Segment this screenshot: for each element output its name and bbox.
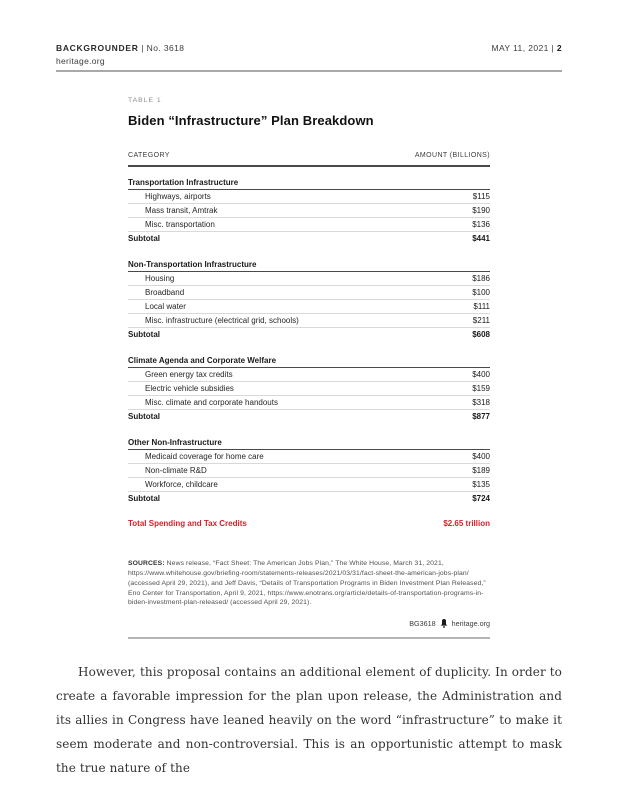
row-amount: $190 <box>472 206 490 215</box>
body-paragraph: However, this proposal contains an additional element of duplicity. In order to create a favorable impression for the plan upon release, the Administration and its allies in Congress have leaned heavily on the word “infrastructure” to make it seem moderate and non-controversial. This is an opportunistic attempt to mask the true nature of the <box>56 665 562 775</box>
table-block <box>128 97 490 639</box>
table-row <box>128 190 490 204</box>
credit-id: BG3618 <box>409 619 436 629</box>
table-row <box>128 464 490 478</box>
row-category: Misc. infrastructure (electrical grid, schools) <box>145 316 299 325</box>
row-amount: $211 <box>472 316 490 325</box>
row-amount: $400 <box>472 452 490 461</box>
table-row <box>128 204 490 218</box>
heritage-bell-icon <box>440 619 448 628</box>
row-amount: $136 <box>472 220 490 229</box>
row-category: Misc. climate and corporate handouts <box>145 398 278 407</box>
subtotal-row <box>128 328 490 341</box>
page-header <box>56 43 562 66</box>
row-amount: $111 <box>473 302 490 311</box>
total-label: Total Spending and Tax Credits <box>128 519 247 528</box>
section-name: Other Non-Infrastructure <box>128 438 222 447</box>
credit-line <box>128 619 490 628</box>
subtotal-label: Subtotal <box>128 234 160 243</box>
row-category: Misc. transportation <box>145 220 215 229</box>
header-left <box>56 43 184 66</box>
table-row <box>128 218 490 232</box>
row-amount: $115 <box>472 192 490 201</box>
sources-text: News release, “Fact Sheet: The American Jobs Plan,” The White House, March 31, 2021, https://www.whitehouse.gov/briefing-room/statements-releases/2021/03/31/fact-sheet-the-american-jobs-plan/ (accessed April 29, 2021), and Jeff Davis, “Details of Transportation Programs in Biden Investment Plan Released,” Eno Center for Transportation, April 9, 2021, https://www.enotrans.org/article/details-of-transportation-programs-in-biden-investment-plan-released/ (accessed April 29, 2021). <box>128 560 486 607</box>
column-header-category: CATEGORY <box>128 152 170 159</box>
subtotal-amount: $441 <box>472 234 490 243</box>
table-section <box>128 258 490 341</box>
subtotal-row <box>128 492 490 505</box>
section-name: Climate Agenda and Corporate Welfare <box>128 356 277 365</box>
section-name: Transportation Infrastructure <box>128 178 239 187</box>
row-amount: $189 <box>472 466 490 475</box>
row-category: Workforce, childcare <box>145 480 218 489</box>
row-category: Housing <box>145 274 175 283</box>
row-amount: $400 <box>472 370 490 379</box>
credit-site: heritage.org <box>451 619 490 629</box>
table-section <box>128 176 490 245</box>
table-row <box>128 450 490 464</box>
row-amount: $318 <box>472 398 490 407</box>
row-category: Non-climate R&D <box>145 466 207 475</box>
header-divider <box>56 70 562 72</box>
issue-number: | No. 3618 <box>138 43 185 53</box>
sources-label: SOURCES: <box>128 560 165 567</box>
table-row <box>128 272 490 286</box>
section-header-row <box>128 436 490 450</box>
table-row <box>128 368 490 382</box>
row-category: Broadband <box>145 288 185 297</box>
publication-date: MAY 11, 2021 | <box>491 43 557 53</box>
subtotal-amount: $608 <box>472 330 490 339</box>
publication-line <box>56 43 184 53</box>
table-total-row <box>128 519 490 528</box>
section-header-row <box>128 258 490 272</box>
section-name: Non-Transportation Infrastructure <box>128 260 257 269</box>
table-row <box>128 478 490 492</box>
table-label: TABLE 1 <box>128 97 162 104</box>
row-amount: $135 <box>472 480 490 489</box>
section-header-row <box>128 354 490 368</box>
total-value: $2.65 trillion <box>443 519 490 528</box>
table-section <box>128 436 490 505</box>
subtotal-amount: $877 <box>472 412 490 421</box>
row-amount: $100 <box>472 288 490 297</box>
page-number: 2 <box>556 43 562 53</box>
row-amount: $159 <box>472 384 490 393</box>
row-category: Green energy tax credits <box>145 370 233 379</box>
row-category: Medicaid coverage for home care <box>145 452 264 461</box>
table-row <box>128 300 490 314</box>
table-row <box>128 382 490 396</box>
row-category: Highways, airports <box>145 192 211 201</box>
sources-note <box>128 559 490 608</box>
publisher-url: heritage.org <box>56 56 105 66</box>
subtotal-label: Subtotal <box>128 412 160 421</box>
table-row <box>128 286 490 300</box>
header-right <box>491 43 562 53</box>
table-row <box>128 314 490 328</box>
row-category: Local water <box>145 302 186 311</box>
table-column-headers <box>128 152 490 167</box>
table-sections <box>128 176 490 505</box>
table-title: Biden “Infrastructure” Plan Breakdown <box>128 113 374 128</box>
table-row <box>128 396 490 410</box>
table-end-divider <box>128 637 490 639</box>
subtotal-label: Subtotal <box>128 330 160 339</box>
subtotal-amount: $724 <box>472 494 490 503</box>
row-amount: $186 <box>472 274 490 283</box>
column-header-amount: AMOUNT (BILLIONS) <box>414 152 490 159</box>
subtotal-row <box>128 410 490 423</box>
table-section <box>128 354 490 423</box>
subtotal-label: Subtotal <box>128 494 160 503</box>
section-header-row <box>128 176 490 190</box>
subtotal-row <box>128 232 490 245</box>
publication-name: BACKGROUNDER <box>56 43 139 53</box>
row-category: Electric vehicle subsidies <box>145 384 234 393</box>
row-category: Mass transit, Amtrak <box>145 206 218 215</box>
